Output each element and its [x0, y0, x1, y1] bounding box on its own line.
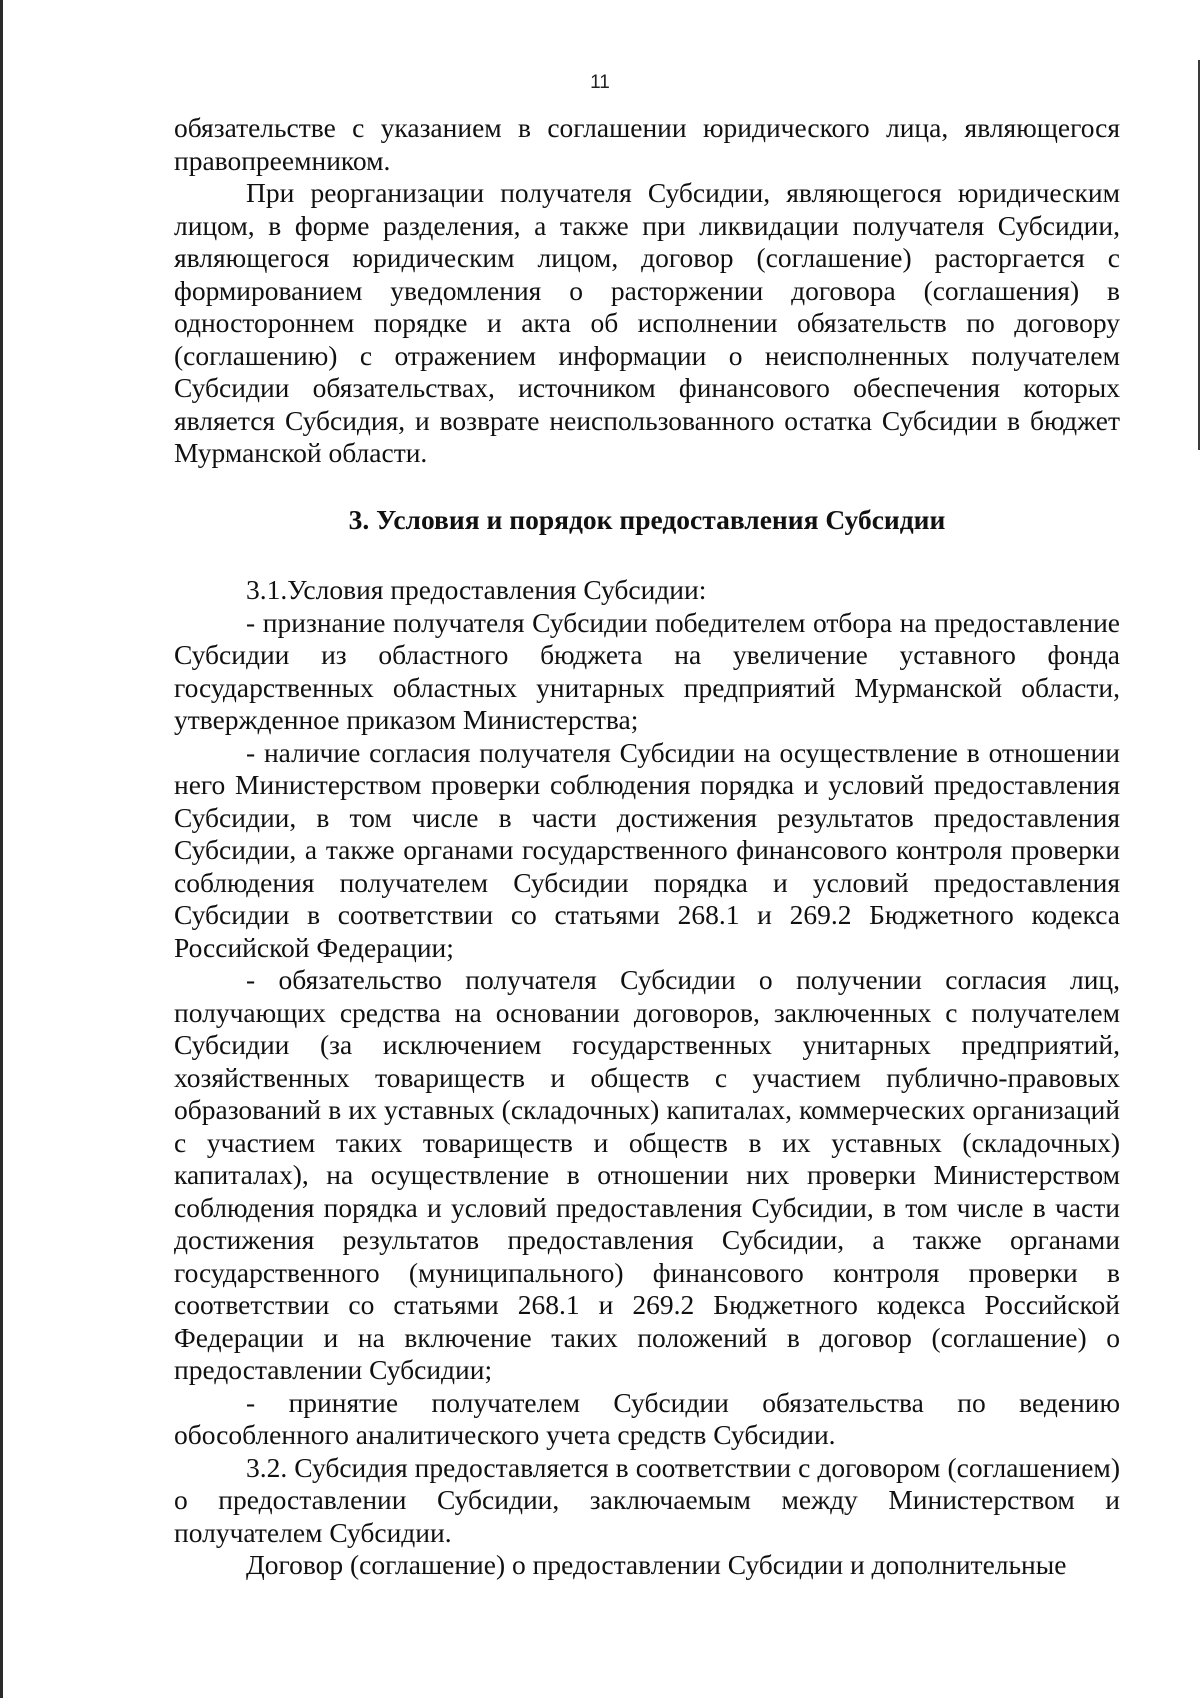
scan-edge-left: [0, 0, 3, 1698]
document-body: [174, 112, 1120, 1582]
list-item-obligation: - обязательство получателя Субсидии о получении согласия лиц, получающих средства на основании договоров, заключенных с получателем Субсидии (за исключением государственных унитарных предприятий, хозяйственных товариществ и обществ с участием публично-правовых образований в их уставных (складочных) капиталах, коммерческих организаций с участием таких товариществ и обществ в их уставных (складочных) капиталах), на осуществление в отношении них проверки Министерством соблюдения порядка и условий предоставления Субсидии, в том числе в части достижения результатов предоставления Субсидии, а также органами государственного (муниципального) финансового контроля проверки в соответствии со статьями 268.1 и 269.2 Бюджетного кодекса Российской Федерации и на включение таких положений в договор (соглашение) о предоставлении Субсидии;: [174, 964, 1120, 1385]
paragraph-reorganization: При реорганизации получателя Субсидии, являющегося юридическим лицом, в форме разделения, а также при ликвидации получателя Субсидии, являющегося юридическим лицом, договор (соглашение) расторгается с формированием уведомления о расторжении договора (соглашения) в одностороннем порядке и акта об исполнении обязательств по договору (соглашению) с отражением информации о неисполненных получателем Субсидии обязательствах, источником финансового обеспечения которых является Субсидия, и возврате неиспользованного остатка Субсидии в бюджет Мурманской области.: [174, 177, 1120, 468]
paragraph-agreement: 3.2. Субсидия предоставляется в соответствии с договором (соглашением) о предоставлении Субсидии, заключаемым между Министерством и получателем Субсидии.: [174, 1451, 1120, 1548]
paragraph-continuation: обязательстве с указанием в соглашении юридического лица, являющегося правопреемником.: [174, 112, 1120, 176]
paragraph-agreement-additional: Договор (соглашение) о предоставлении Субсидии и дополнительные: [246, 1549, 1067, 1580]
section-heading: 3. Условия и порядок предоставления Субсидии: [348, 503, 946, 535]
list-item-accounting: - принятие получателем Субсидии обязательства по ведению обособленного аналитического учета средств Субсидии.: [174, 1386, 1120, 1450]
list-item-consent: - наличие согласия получателя Субсидии на осуществление в отношении него Министерством проверки соблюдения порядка и условий предоставления Субсидии, в том числе в части достижения результатов предоставления Субсидии, а также органами государственного финансового контроля проверки соблюдения получателем Субсидии порядка и условий предоставления Субсидии в соответствии со статьями 268.1 и 269.2 Бюджетного кодекса Российской Федерации;: [174, 736, 1120, 963]
paragraph-conditions-intro: 3.1.Условия предоставления Субсидии:: [246, 574, 707, 605]
page-number: 11: [590, 72, 610, 93]
list-item-recognition: - признание получателя Субсидии победителем отбора на предоставление Субсидии из областного бюджета на увеличение уставного фонда государственных областных унитарных предприятий Мурманской области, утвержденное приказом Министерства;: [174, 606, 1120, 735]
